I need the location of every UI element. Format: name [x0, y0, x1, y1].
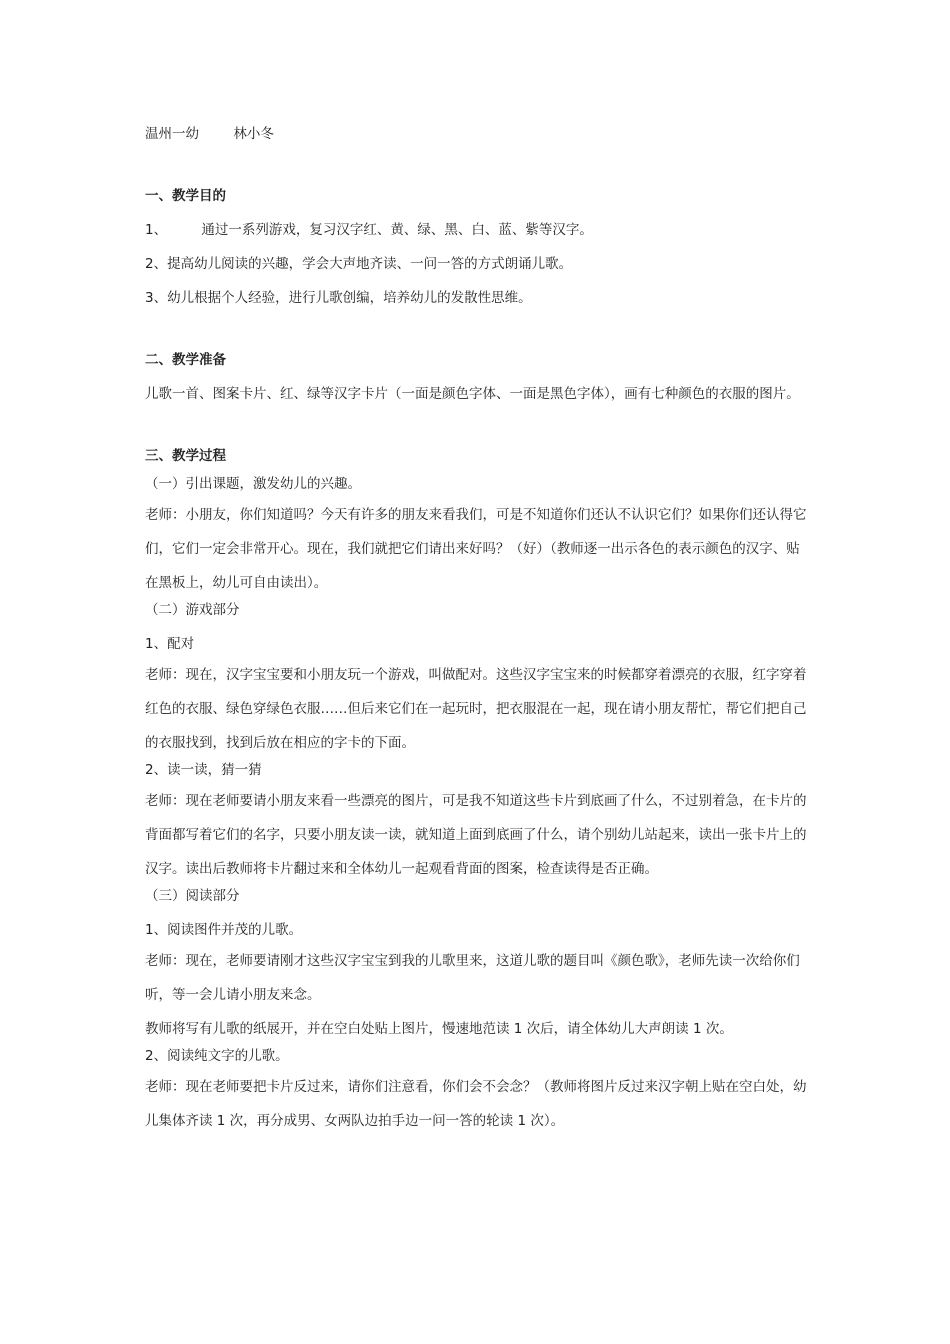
- section1-heading: 一、教学目的: [145, 188, 226, 204]
- part1-text: 老师：小朋友，你们知道吗？今天有许多的朋友来看我们，可是不知道你们还认不认识它们？如果你们还认得它们，它们一定会非常开心。现在，我们就把它们请出来好吗？（好）（教师逐一出示各色的表示颜色的汉字、贴在黑板上，幼儿可自由读出）。: [145, 507, 807, 591]
- school-name: 温州一幼: [145, 126, 199, 142]
- author-line: [145, 124, 813, 144]
- objective-item-3: 3、幼儿根据个人经验，进行儿歌创编，培养幼儿的发散性思维。: [145, 290, 532, 306]
- preparation-text: 儿歌一首、图案卡片、红、绿等汉字卡片（一面是颜色字体、一面是黑色字体），画有七种颜色的衣服的图片。: [145, 386, 800, 402]
- part3-title: （三）阅读部分: [145, 888, 240, 904]
- read2-title: 2、阅读纯文字的儿歌。: [145, 1048, 289, 1064]
- game1-text: 老师：现在，汉字宝宝要和小朋友玩一个游戏，叫做配对。这些汉字宝宝来的时候都穿着漂亮的衣服，红字穿着红色的衣服、绿色穿绿色衣服……但后来它们在一起玩时，把衣服混在一起，现在请小朋友帮忙，帮它们把自己的衣服找到，找到后放在相应的字卡的下面。: [145, 667, 807, 751]
- section2-heading: 二、教学准备: [145, 352, 226, 368]
- objective-item-2: 2、提高幼儿阅读的兴趣，学会大声地齐读、一问一答的方式朗诵儿歌。: [145, 256, 573, 272]
- part2-title: （二）游戏部分: [145, 602, 240, 618]
- part1-title: （一）引出课题，激发幼儿的兴趣。: [145, 476, 361, 492]
- section3-heading: 三、教学过程: [145, 448, 226, 464]
- read1-title: 1、阅读图件并茂的儿歌。: [145, 922, 303, 938]
- read2-text: 老师：现在老师要把卡片反过来，请你们注意看，你们会不会念？（教师将图片反过来汉字朝上贴在空白处，幼儿集体齐读 1 次，再分成男、女两队边拍手边一问一答的轮读 1 次）。: [145, 1079, 807, 1129]
- objective-item-1: 1、 通过一系列游戏，复习汉字红、黄、绿、黑、白、蓝、紫等汉字。: [145, 222, 593, 238]
- game1-title: 1、配对: [145, 636, 195, 652]
- read1-text: 老师：现在，老师要请刚才这些汉字宝宝到我的儿歌里来，这道儿歌的题目叫《颜色歌》，老师先读一次给你们听，等一会儿请小朋友来念。: [145, 953, 800, 1003]
- read1-text2: 教师将写有儿歌的纸展开，并在空白处贴上图片，慢速地范读 1 次后，请全体幼儿大声朗读 1 次。: [145, 1021, 733, 1037]
- document-page: [145, 124, 813, 1138]
- game2-text: 老师：现在老师要请小朋友来看一些漂亮的图片，可是我不知道这些卡片到底画了什么，不过别着急，在卡片的背面都写着它们的名字，只要小朋友读一读，就知道上面到底画了什么，请个别幼儿站起来，读出一张卡片上的汉字。读出后教师将卡片翻过来和全体幼儿一起观看背面的图案，检查读得是否正确。: [145, 793, 807, 877]
- author-name: 林小冬: [233, 126, 274, 142]
- game2-title: 2、读一读，猜一猜: [145, 762, 262, 778]
